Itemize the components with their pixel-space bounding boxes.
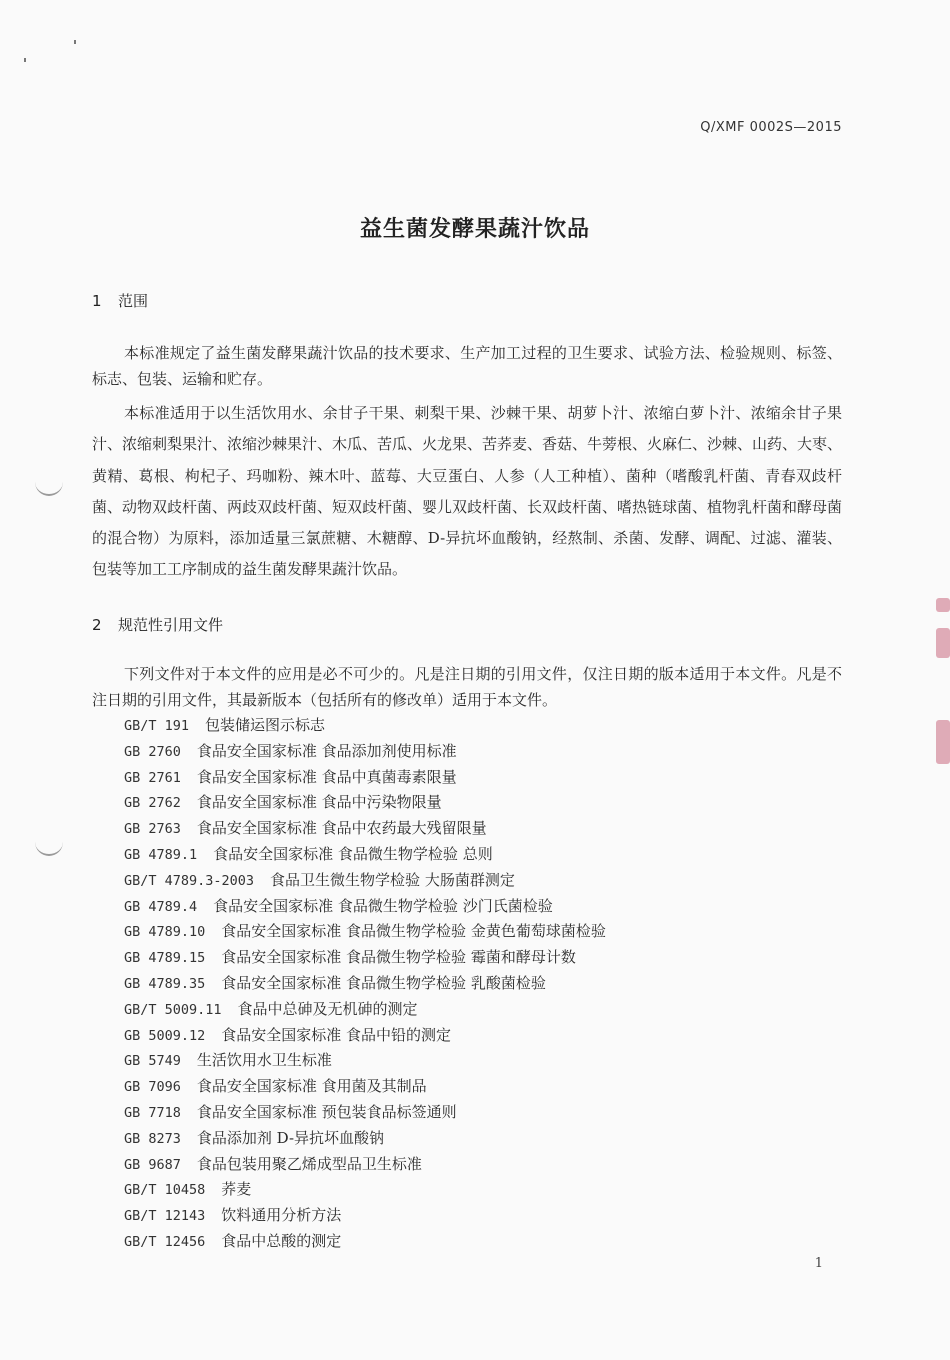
reference-title: 食品安全国家标准 预包装食品标签通则 bbox=[196, 1102, 457, 1121]
reference-code: GB/T 10458 bbox=[124, 1182, 206, 1199]
reference-item bbox=[124, 894, 606, 920]
reference-code: GB 4789.10 bbox=[124, 924, 206, 941]
reference-title: 食品安全国家标准 食品中污染物限量 bbox=[196, 793, 442, 812]
reference-code: GB 2760 bbox=[124, 743, 181, 760]
reference-title: 食品安全国家标准 食用菌及其制品 bbox=[196, 1077, 427, 1096]
reference-item bbox=[124, 1048, 606, 1074]
section-heading-scope bbox=[92, 290, 148, 311]
section-number: 2 bbox=[92, 616, 102, 634]
reference-item bbox=[124, 1023, 606, 1049]
reference-title: 食品卫生微生物学检验 大肠菌群测定 bbox=[270, 870, 515, 889]
reference-item bbox=[124, 842, 606, 868]
margin-stamp-mark bbox=[936, 628, 950, 658]
reference-item bbox=[124, 1203, 606, 1229]
reference-code: GB/T 12456 bbox=[124, 1233, 206, 1250]
scan-speck bbox=[24, 58, 26, 62]
reference-item bbox=[124, 1177, 606, 1203]
margin-stamp-mark bbox=[936, 720, 950, 764]
reference-code: GB/T 5009.11 bbox=[124, 1001, 222, 1018]
reference-code: GB 2761 bbox=[124, 769, 181, 786]
reference-title: 食品安全国家标准 食品微生物学检验 总则 bbox=[213, 844, 493, 863]
reference-title: 食品安全国家标准 食品微生物学检验 沙门氏菌检验 bbox=[213, 896, 553, 915]
document-title: 益生菌发酵果蔬汁饮品 bbox=[359, 217, 590, 242]
scope-paragraph: 本标准规定了益生菌发酵果蔬汁饮品的技术要求、生产加工过程的卫生要求、试验方法、检验规则、标签、标志、包装、运输和贮存。 bbox=[92, 344, 842, 388]
reference-code: GB 2762 bbox=[124, 795, 181, 812]
references-intro-paragraph: 下列文件对于本文件的应用是必不可少的。凡是注日期的引用文件，仅注日期的版本适用于本文件。凡是不注日期的引用文件，其最新版本（包括所有的修改单）适用于本文件。 bbox=[92, 665, 842, 709]
reference-code: GB 4789.15 bbox=[124, 950, 206, 967]
reference-title: 饮料通用分析方法 bbox=[221, 1206, 342, 1225]
reference-title: 食品安全国家标准 食品微生物学检验 霉菌和酵母计数 bbox=[221, 948, 576, 967]
reference-title: 食品中总砷及无机砷的测定 bbox=[237, 999, 418, 1018]
reference-item bbox=[124, 919, 606, 945]
reference-title: 生活饮用水卫生标准 bbox=[196, 1051, 332, 1070]
reference-title: 食品安全国家标准 食品添加剂使用标准 bbox=[196, 741, 457, 760]
margin-stamp-mark bbox=[936, 598, 950, 612]
reference-code: GB 7718 bbox=[124, 1104, 181, 1121]
reference-item bbox=[124, 1152, 606, 1178]
page-number: 1 bbox=[814, 1256, 823, 1271]
reference-code: GB/T 191 bbox=[124, 718, 190, 734]
reference-title: 食品添加剂 D-异抗坏血酸钠 bbox=[196, 1128, 385, 1147]
reference-item bbox=[124, 1229, 606, 1255]
scope-applicability-paragraph: 本标准适用于以生活饮用水、余甘子干果、刺梨干果、沙棘干果、胡萝卜汁、浓缩白萝卜汁、浓缩余甘子果汁、浓缩刺梨果汁、浓缩沙棘果汁、木瓜、苦瓜、火龙果、苦荞麦、香菇、牛蒡根、火麻仁、沙棘、山药、大枣、黄精、葛根、枸杞子、玛咖粉、辣木叶、蓝莓、大豆蛋白、人参（人工种植）、菌种（嗜酸乳杆菌、青春双歧杆菌、动物双歧杆菌、两歧双歧杆菌、短双歧杆菌、婴儿双歧杆菌、长双歧杆菌、嗜热链球菌、植物乳杆菌和酵母菌的混合物）为原料，添加适量三氯蔗糖、木糖醇、D-异抗坏血酸钠，经熬制、杀菌、发酵、调配、过滤、灌装、包装等加工工序制成的益生菌发酵果蔬汁饮品。 bbox=[92, 404, 843, 579]
reference-code: GB 9687 bbox=[124, 1156, 181, 1173]
reference-item bbox=[124, 868, 606, 894]
reference-item bbox=[124, 997, 606, 1023]
reference-item bbox=[124, 816, 606, 842]
section-heading-normative-references bbox=[92, 614, 223, 635]
reference-title: 食品安全国家标准 食品中农药最大残留限量 bbox=[196, 819, 487, 838]
reference-title: 包装储运图示标志 bbox=[205, 716, 326, 734]
reference-title: 食品安全国家标准 食品微生物学检验 乳酸菌检验 bbox=[221, 973, 546, 992]
reference-item bbox=[124, 1126, 606, 1152]
reference-title: 食品安全国家标准 食品中真菌毒素限量 bbox=[196, 767, 457, 786]
reference-item bbox=[124, 765, 606, 791]
reference-title: 荞麦 bbox=[221, 1180, 252, 1199]
document-code: Q/XMF 0002S—2015 bbox=[700, 120, 842, 135]
reference-item bbox=[124, 1074, 606, 1100]
reference-item bbox=[124, 739, 606, 765]
binder-hole bbox=[35, 838, 63, 856]
reference-code: GB 5009.12 bbox=[124, 1027, 206, 1044]
reference-code: GB 4789.4 bbox=[124, 898, 198, 915]
reference-code: GB 8273 bbox=[124, 1130, 181, 1147]
reference-code: GB/T 4789.3-2003 bbox=[124, 872, 255, 889]
reference-title: 食品中总酸的测定 bbox=[221, 1231, 342, 1250]
reference-code: GB 7096 bbox=[124, 1079, 181, 1096]
reference-title: 食品包装用聚乙烯成型品卫生标准 bbox=[196, 1154, 422, 1173]
reference-item bbox=[124, 790, 606, 816]
reference-title: 食品安全国家标准 食品中铅的测定 bbox=[221, 1025, 452, 1044]
reference-code: GB 4789.35 bbox=[124, 975, 206, 992]
reference-code: GB/T 12143 bbox=[124, 1208, 206, 1225]
scan-speck bbox=[74, 40, 76, 44]
reference-code: GB 4789.1 bbox=[124, 846, 198, 863]
reference-code: GB 2763 bbox=[124, 821, 181, 838]
reference-item bbox=[124, 945, 606, 971]
reference-item bbox=[124, 971, 606, 997]
reference-item bbox=[124, 1100, 606, 1126]
section-title: 规范性引用文件 bbox=[118, 616, 224, 634]
section-title: 范围 bbox=[118, 292, 149, 310]
reference-title: 食品安全国家标准 食品微生物学检验 金黄色葡萄球菌检验 bbox=[221, 922, 606, 941]
reference-code: GB 5749 bbox=[124, 1053, 181, 1070]
section-number: 1 bbox=[92, 292, 102, 310]
reference-item bbox=[124, 713, 606, 739]
binder-hole bbox=[35, 478, 63, 496]
reference-list bbox=[124, 713, 606, 1255]
